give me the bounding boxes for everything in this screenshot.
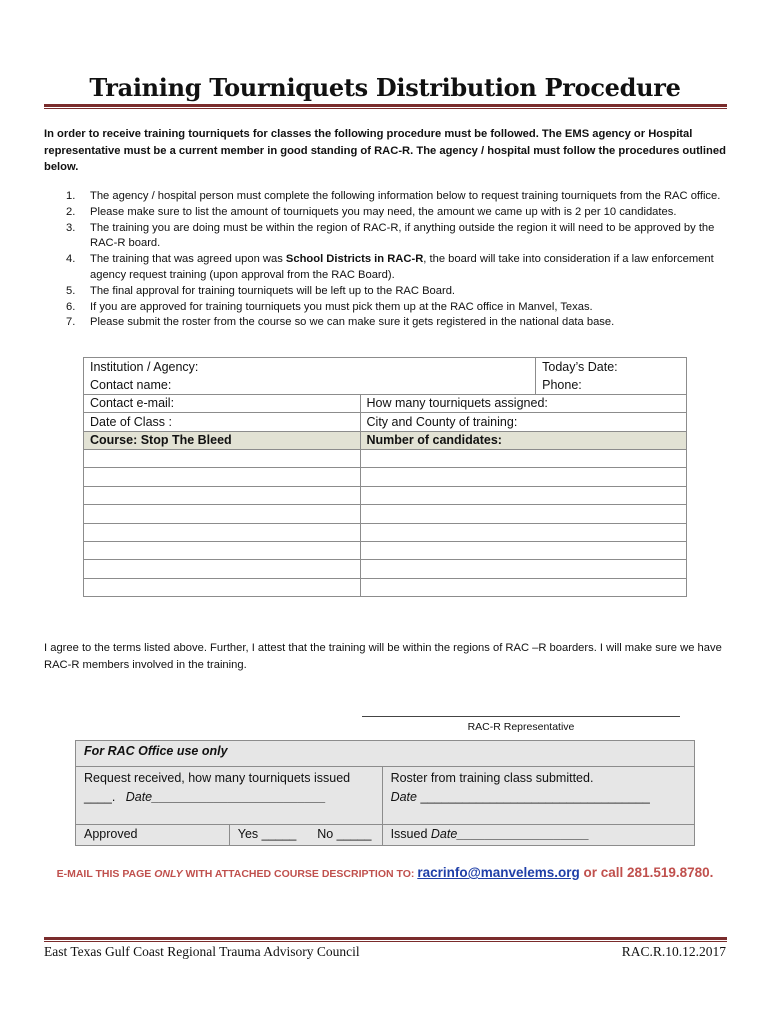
header-rule — [44, 104, 727, 109]
footer-organization: East Texas Gulf Coast Regional Trauma Advisory Council — [44, 944, 360, 959]
intro-paragraph: In order to receive training tourniquets for classes the following procedure must be followed. The EMS agency or Hospital representative must be a current member in good standing of RAC-R. The agency / hospital must follow the procedures outlined below. — [44, 128, 726, 173]
issued-cell[interactable] — [382, 825, 694, 846]
course-cell[interactable] — [84, 523, 361, 541]
office-use-header: For RAC Office use only — [76, 741, 695, 767]
page-title: Training Tourniquets Distribution Procedure — [89, 73, 681, 102]
candidates-cell[interactable] — [360, 523, 686, 541]
tourniquets-assigned-field[interactable]: How many tourniquets assigned: — [360, 394, 686, 412]
course-cell[interactable] — [84, 578, 361, 596]
list-item: 3. The training you are doing must be within the region of RAC-R, if anything outside the region it will need to be approved by the RAC-R board. — [66, 221, 715, 250]
list-item: 2. Please make sure to list the amount of tourniquets you may need, the amount we came up with is 2 per 10 candidates. — [66, 205, 677, 218]
course-header: Course: Stop The Bleed — [84, 431, 361, 449]
yes-blank[interactable]: Yes _____ — [237, 827, 297, 841]
approved-label: Approved — [76, 825, 230, 846]
footer-rule — [44, 937, 727, 942]
contact-email-field[interactable]: Contact e-mail: — [84, 394, 361, 412]
office-use-table — [75, 740, 695, 846]
contact-name-field[interactable]: Contact name: — [84, 376, 536, 394]
tourniquets-issued-blank[interactable]: ____ — [84, 790, 112, 804]
roster-submitted-label: Roster from training class submitted. — [390, 771, 594, 785]
roster-date-label: Date — [390, 790, 417, 804]
candidates-header: Number of candidates: — [360, 431, 686, 449]
issued-date[interactable]: Date___________________ — [430, 827, 590, 841]
email-instructions — [0, 864, 770, 882]
email-link[interactable]: racrinfo@manvelems.org — [417, 865, 580, 880]
list-item: 7. Please submit the roster from the course so we can make sure it gets registered in the national data base. — [66, 316, 615, 329]
request-received-cell[interactable]: Request received, how many tourniquets issued ____. Date_________________________ — [76, 767, 383, 825]
candidates-cell[interactable] — [360, 578, 686, 596]
candidates-cell[interactable] — [360, 505, 686, 523]
candidates-cell[interactable] — [360, 486, 686, 504]
institution-field[interactable]: Institution / Agency: — [84, 358, 536, 376]
course-cell[interactable] — [84, 468, 361, 486]
course-cell[interactable] — [84, 486, 361, 504]
candidates-cell[interactable] — [360, 468, 686, 486]
footer-document-code: RAC.R.10.12.2017 — [621, 944, 726, 959]
request-form-table — [83, 357, 687, 597]
list-item: 6. If you are approved for training tourniquets you must pick them up at the RAC office in Manvel, Texas. — [66, 300, 593, 313]
roster-date-blank[interactable]: _________________________________ — [416, 790, 650, 804]
candidates-cell[interactable] — [360, 449, 686, 467]
email-lead: E-MAIL THIS PAGE ONLY WITH ATTACHED COURSE DESCRIPTION TO: — [56, 868, 418, 880]
roster-submitted-cell[interactable] — [382, 767, 694, 825]
todays-date-field[interactable]: Today’s Date: — [536, 358, 687, 376]
signature-label: RAC-R Representative — [467, 721, 575, 733]
phone-field[interactable]: Phone: — [536, 376, 687, 394]
date-of-class-field[interactable]: Date of Class : — [84, 413, 361, 431]
agreement-text: I agree to the terms listed above. Further, I attest that the training will be within the regions of RAC –R boarders. I will make sure we have RAC-R members involved in the training. — [44, 642, 722, 671]
phone-number: or call 281.519.8780. — [579, 865, 714, 880]
candidates-cell[interactable] — [360, 560, 686, 578]
course-cell[interactable] — [84, 541, 361, 559]
issued-label: Issued — [390, 827, 428, 841]
list-item: 5. The final approval for training tourniquets will be left up to the RAC Board. — [66, 284, 456, 297]
signature-line[interactable] — [362, 716, 680, 717]
course-cell[interactable] — [84, 505, 361, 523]
city-county-field[interactable]: City and County of training: — [360, 413, 686, 431]
request-received-label: Request received, how many tourniquets issued — [84, 771, 351, 785]
procedure-list — [44, 189, 728, 331]
list-item: 1. The agency / hospital person must complete the following information below to request training tourniquets from the RAC office. — [66, 190, 721, 202]
list-item: 4. The training that was agreed upon was School Districts in RAC-R, the board will take into consideration if a law enforcement agency request training (upon approval from the RAC Board). — [66, 253, 714, 281]
no-blank[interactable]: No _____ — [317, 827, 372, 841]
approved-yes-no[interactable] — [229, 825, 382, 846]
request-date[interactable]: Date_________________________ — [125, 790, 326, 804]
course-cell[interactable] — [84, 449, 361, 467]
candidates-cell[interactable] — [360, 541, 686, 559]
course-cell[interactable] — [84, 560, 361, 578]
